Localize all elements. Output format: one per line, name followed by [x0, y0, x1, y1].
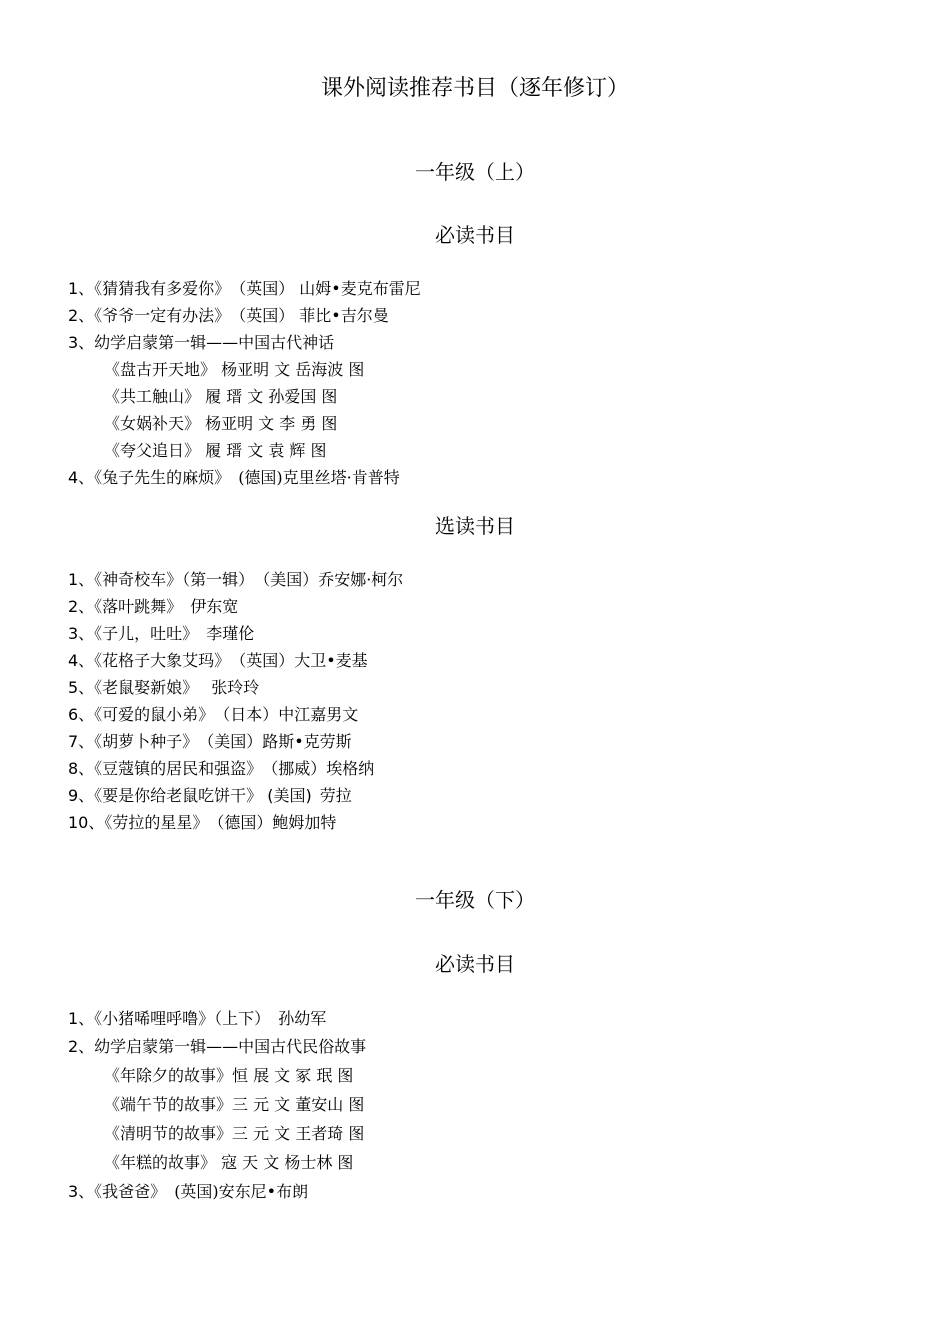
- book-entry: 6、《可爱的鼠小弟》 （日本）中江嘉男文: [68, 705, 359, 724]
- book-entry: 2、幼学启蒙第一辑——中国古代民俗故事: [68, 1037, 367, 1056]
- book-entry: 3、《子儿，吐吐》 李瑾伦: [68, 624, 255, 643]
- book-entry: 3、幼学启蒙第一辑——中国古代神话: [68, 333, 335, 352]
- book-entry: 4、《花格子大象艾玛》 （英国）大卫•麦基: [68, 651, 368, 670]
- book-sub-entry: 《年糕的故事》 寇 天 文 杨士林 图: [104, 1153, 354, 1172]
- book-sub-entry: 《夸父追日》 履 瑨 文 袁 辉 图: [104, 441, 327, 460]
- book-entry: 4、《兔子先生的麻烦》 (德国)克里丝塔·肯普特: [68, 468, 400, 487]
- book-entry: 10、《劳拉的星星》 （德国）鲍姆加特: [68, 813, 337, 832]
- page-title: 课外阅读推荐书目（逐年修订）: [320, 76, 629, 101]
- book-entry: 3、《我爸爸》 (英国)安东尼•布朗: [68, 1182, 309, 1201]
- book-entry: 2、《落叶跳舞》 伊东宽: [68, 597, 239, 616]
- grade-heading: 一年级（下）: [415, 888, 535, 912]
- book-entry: 5、《老鼠娶新娘》 张玲玲: [68, 678, 260, 697]
- book-entry: 1、《神奇校车》（第一辑） （美国）乔安娜·柯尔: [68, 570, 404, 589]
- book-sub-entry: 《年除夕的故事》恒 展 文 冢 珉 图: [104, 1066, 354, 1085]
- optional-heading: 选读书目: [435, 514, 515, 538]
- book-entry: 8、《豆蔻镇的居民和强盗》 （挪威）埃格纳: [68, 759, 375, 778]
- book-entry: 7、《胡萝卜种子》 （美国）路斯•克劳斯: [68, 732, 352, 751]
- required-heading: 必读书目: [435, 223, 515, 247]
- book-sub-entry: 《女娲补天》 杨亚明 文 李 勇 图: [104, 414, 338, 433]
- book-sub-entry: 《盘古开天地》 杨亚明 文 岳海波 图: [104, 360, 365, 379]
- book-entry: 9、《要是你给老鼠吃饼干》 (美国) 劳拉: [68, 786, 352, 805]
- book-sub-entry: 《端午节的故事》三 元 文 董安山 图: [104, 1095, 365, 1114]
- book-sub-entry: 《共工触山》 履 瑨 文 孙爱国 图: [104, 387, 338, 406]
- grade-heading: 一年级（上）: [415, 160, 535, 184]
- required-heading: 必读书目: [435, 952, 515, 976]
- book-entry: 2、《爷爷一定有办法》 （英国） 菲比•吉尔曼: [68, 306, 389, 325]
- book-sub-entry: 《清明节的故事》三 元 文 王者琦 图: [104, 1124, 365, 1143]
- book-entry: 1、《猜猜我有多爱你》 （英国） 山姆•麦克布雷尼: [68, 279, 421, 298]
- book-entry: 1、《小猪唏哩呼噜》（上下） 孙幼军: [68, 1009, 327, 1028]
